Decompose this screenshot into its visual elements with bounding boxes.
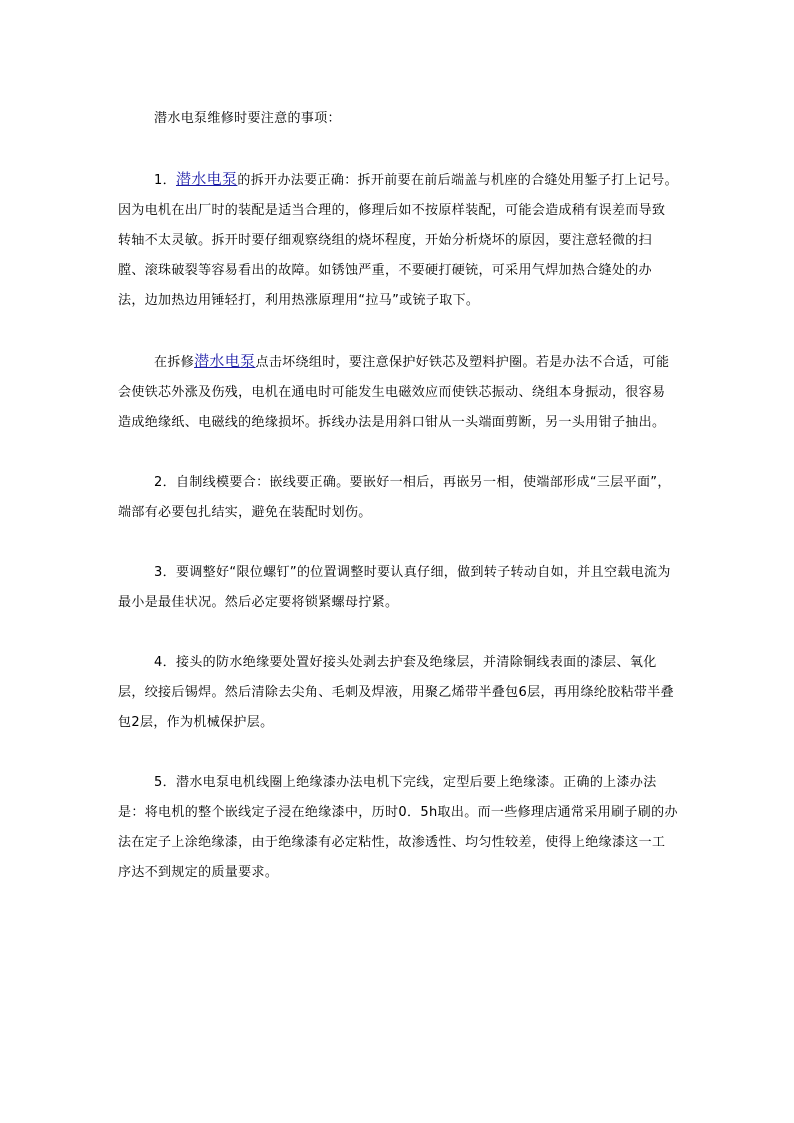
document-heading — [118, 104, 678, 134]
section-1 — [118, 164, 678, 316]
section-1b-text: 点击坏绕组时，要注意保护好铁芯及塑料护圈。若是办法不合适，可能会使铁芯外涨及伤残，电机在通电时可能发生电磁效应而使铁芯振动、绕组本身振动，很容易造成绝缘纸、电磁线的绝缘损坏。拆线办法是用斜口钳从一头端面剪断，另一头用钳子抽出。 — [118, 355, 670, 430]
section-1-continued — [118, 346, 678, 438]
section-5-text: 5．潜水电泵电机线圈上绝缘漆办法电机下完线，定型后要上绝缘漆。正确的上漆办法是：将电机的整个嵌线定子浸在绝缘漆中，历时0．5h取出。而一些修理店通常采用刷子刷的办法在定子上涂绝缘漆，由于绝缘漆有必定粘性，故渗透性、均匀性较差，使得上绝缘漆这一工序达不到规定的质量要求。 — [118, 775, 678, 880]
section-2-text: 2．自制线模要合：嵌线要正确。要嵌好一相后，再嵌另一相，使端部形成“三层平面”，端部有必要包扎结实，避免在装配时划伤。 — [118, 475, 671, 520]
section-4-text: 4．接头的防水绝缘要处置好接头处剥去护套及绝缘层，并清除铜线表面的漆层、氧化层，绞接后锡焊。然后清除去尖角、毛刺及焊液，用聚乙烯带半叠包6层，再用绦纶胶粘带半叠包2层，作为机械保护层。 — [118, 655, 674, 730]
section-1-prefix: 1． — [154, 173, 176, 188]
section-1-text: 的拆开办法要正确：拆开前要在前后端盖与机座的合缝处用錾子打上记号。因为电机在出厂时的装配是适当合理的，修理后如不按原样装配，可能会造成稍有误差而导致转轴不太灵敏。拆开时要仔细观察绕组的烧坏程度，开始分析烧坏的原因，要注意轻微的扫膛、滚珠破裂等容易看出的故障。如锈蚀严重，不要硬打硬铳，可采用气焊加热合缝处的办法，边加热边用锤轻打，利用热涨原理用“拉马”或铳子取下。 — [118, 173, 678, 308]
section-2 — [118, 468, 678, 528]
section-5 — [118, 768, 678, 888]
submersible-pump-link-2[interactable]: 潜水电泵 — [194, 352, 256, 370]
section-3-text: 3．要调整好“限位螺钉”的位置调整时要认真仔细，做到转子转动自如，并且空载电流为最小是最佳状况。然后必定要将锁紧螺母拧紧。 — [118, 565, 671, 610]
heading-text: 潜水电泵维修时要注意的事项： — [154, 111, 341, 126]
section-4 — [118, 648, 678, 738]
submersible-pump-link[interactable]: 潜水电泵 — [175, 170, 238, 188]
section-3 — [118, 558, 678, 618]
section-1b-prefix: 在拆修 — [154, 355, 195, 370]
document-body — [118, 104, 678, 918]
